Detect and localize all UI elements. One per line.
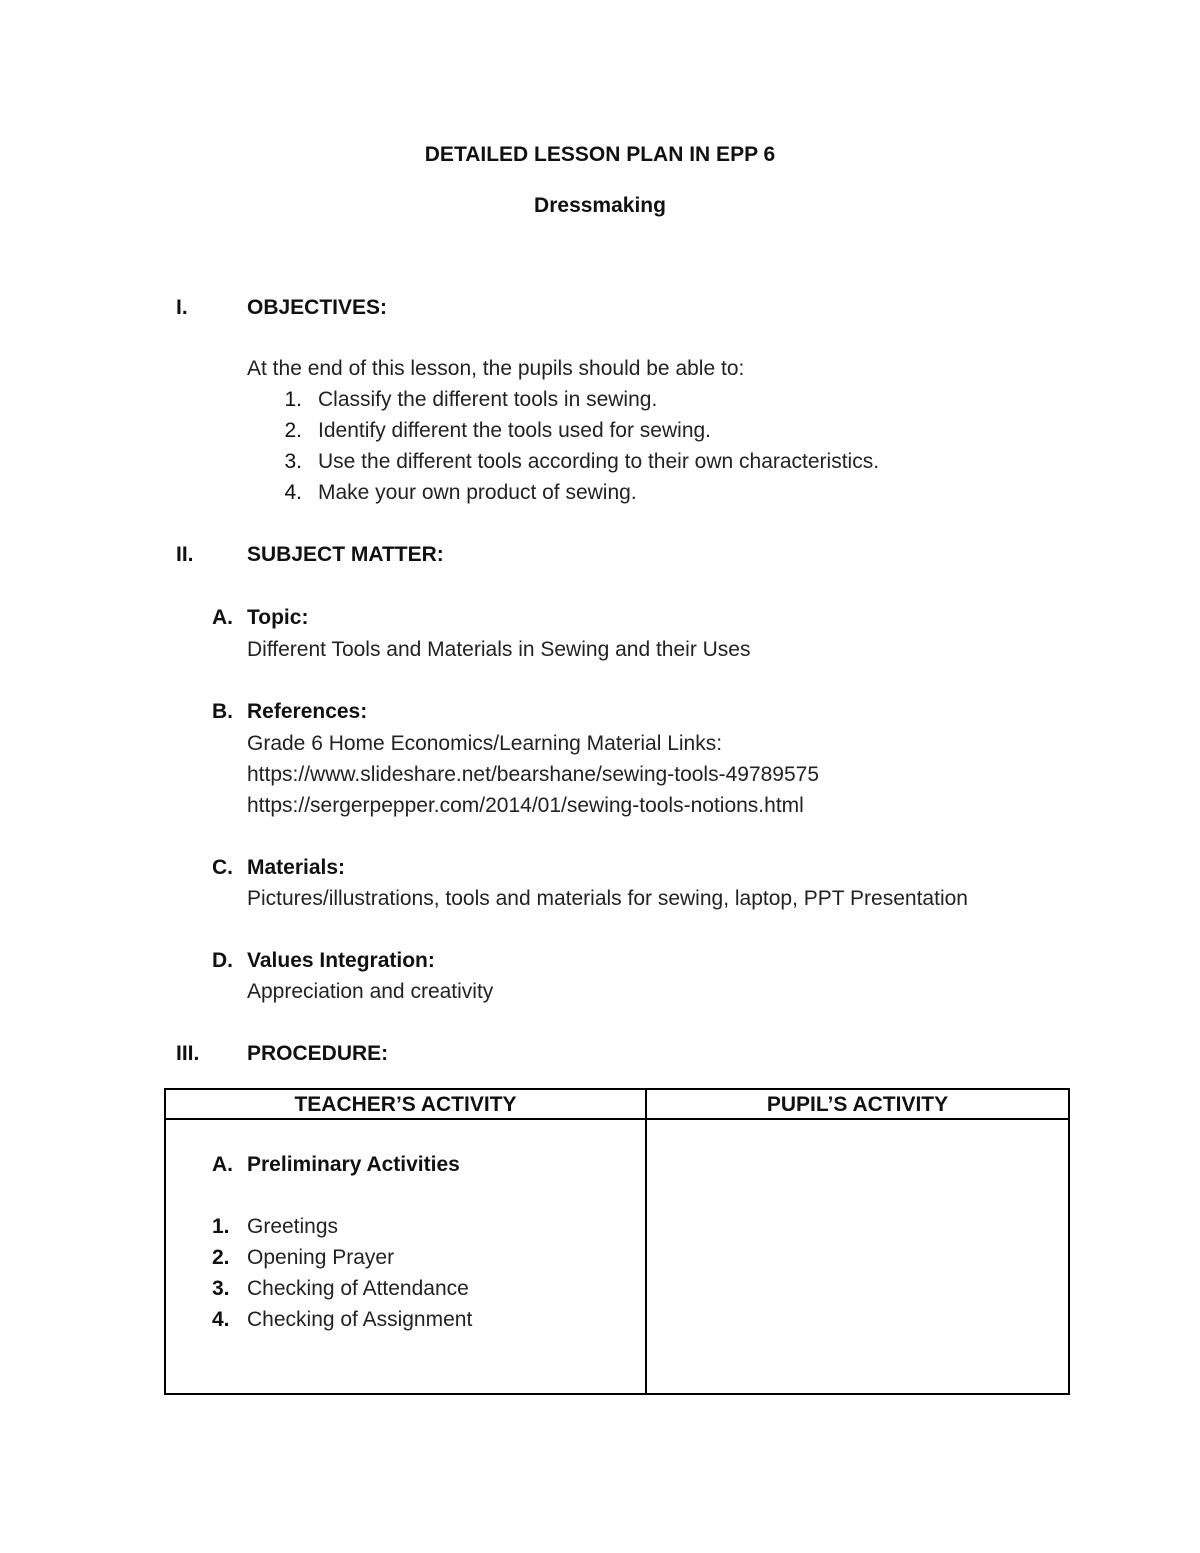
materials-text: Pictures/illustrations, tools and materials for sewing, laptop, PPT Presentation <box>247 887 968 910</box>
objective-item: Make your own product of sewing. <box>318 481 637 504</box>
reference-link: https://www.slideshare.net/bearshane/sewing-tools-49789575 <box>247 763 820 786</box>
reference-line: Grade 6 Home Economics/Learning Material Links: <box>247 732 723 755</box>
objectives-heading: OBJECTIVES: <box>247 296 388 319</box>
preliminary-label: Preliminary Activities <box>247 1153 460 1176</box>
topic-letter: A. <box>212 606 233 629</box>
references-label: References: <box>247 700 368 723</box>
values-text: Appreciation and creativity <box>247 980 494 1003</box>
values-letter: D. <box>212 949 233 972</box>
objectives-intro: At the end of this lesson, the pupils should be able to: <box>247 357 745 380</box>
objective-item: Identify different the tools used for sewing. <box>318 419 712 442</box>
subject-matter-heading: SUBJECT MATTER: <box>247 543 444 566</box>
procedure-table <box>164 1088 1070 1395</box>
reference-link: https://sergerpepper.com/2014/01/sewing-tools-notions.html <box>247 794 804 817</box>
document-subtitle: Dressmaking <box>534 194 666 217</box>
pupil-activity-header: PUPIL’S ACTIVITY <box>766 1093 949 1116</box>
activity-number: 1. <box>212 1215 230 1238</box>
document-title: DETAILED LESSON PLAN IN EPP 6 <box>424 143 776 166</box>
subject-matter-numeral: II. <box>176 543 194 566</box>
activity-number: 3. <box>212 1277 230 1300</box>
activity-number: 2. <box>212 1246 230 1269</box>
preliminary-letter: A. <box>212 1153 233 1176</box>
objective-number: 4. <box>284 481 302 504</box>
values-label: Values Integration: <box>247 949 435 972</box>
objective-item: Classify the different tools in sewing. <box>318 388 658 411</box>
table-header-divider <box>166 1118 1068 1120</box>
objective-number: 3. <box>284 450 302 473</box>
topic-text: Different Tools and Materials in Sewing and their Uses <box>247 638 751 661</box>
objective-item: Use the different tools according to their own characteristics. <box>318 450 880 473</box>
objective-number: 2. <box>284 419 302 442</box>
activity-number: 4. <box>212 1308 230 1331</box>
materials-label: Materials: <box>247 856 346 879</box>
topic-label: Topic: <box>247 606 309 629</box>
procedure-heading: PROCEDURE: <box>247 1042 389 1065</box>
activity-item: Checking of Assignment <box>247 1308 473 1331</box>
table-column-divider <box>645 1090 647 1393</box>
teacher-activity-header: TEACHER’S ACTIVITY <box>294 1093 517 1116</box>
references-letter: B. <box>212 700 233 723</box>
activity-item: Greetings <box>247 1215 339 1238</box>
procedure-numeral: III. <box>176 1042 200 1065</box>
materials-letter: C. <box>212 856 233 879</box>
activity-item: Checking of Attendance <box>247 1277 469 1300</box>
activity-item: Opening Prayer <box>247 1246 395 1269</box>
objective-number: 1. <box>284 388 302 411</box>
objectives-numeral: I. <box>176 296 188 319</box>
